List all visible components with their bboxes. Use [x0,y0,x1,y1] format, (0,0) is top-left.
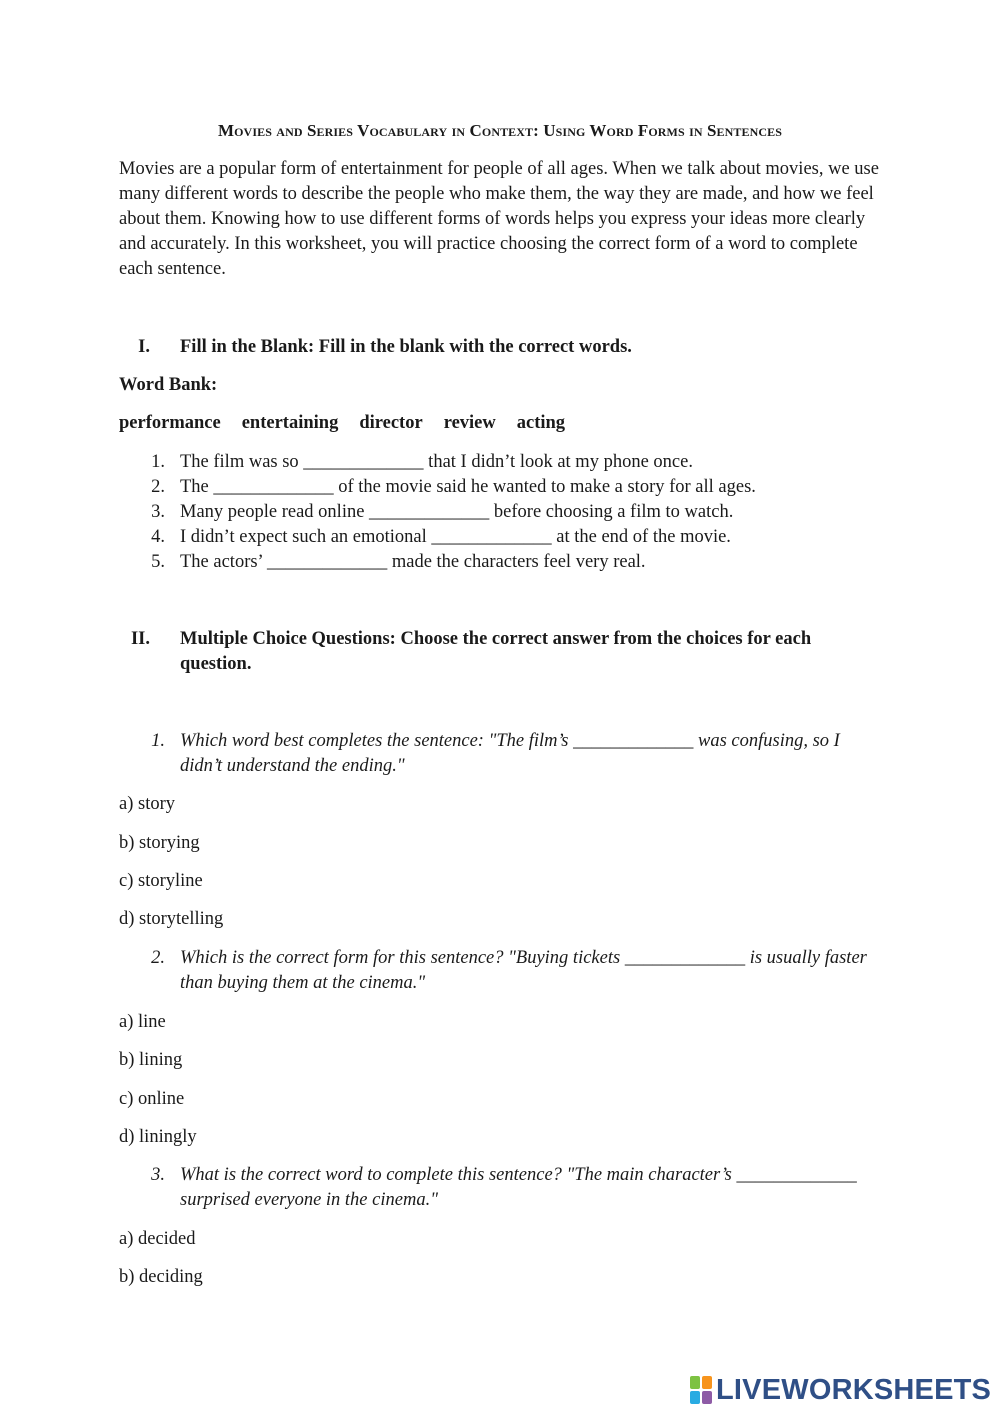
word-bank-item: director [359,413,423,433]
item-text: I didn’t expect such an emotional _____________ at the end of the movie. [180,527,731,547]
question-text: What is the correct word to complete this sentence? "The main character’s _____________ surprised everyone in the cinema." [180,1165,857,1210]
answer-option[interactable]: c) online [119,1089,185,1109]
word-bank-item: performance [119,413,221,433]
item-number: 1. [151,452,165,472]
answer-option[interactable]: c) storyline [119,871,203,891]
section-2-title: Multiple Choice Questions: Choose the correct answer from the choices for each question. [180,629,812,674]
section-1-number: I. [138,337,150,357]
section-2-number: II. [130,629,150,649]
item-text: The actors’ _____________ made the characters feel very real. [180,552,646,572]
answer-option[interactable]: a) story [119,794,175,814]
item-number: 5. [151,552,165,572]
item-text: The _____________ of the movie said he wanted to make a story for all ages. [180,477,756,497]
intro-paragraph: Movies are a popular form of entertainment for people of all ages. When we talk about movies, we use many different words to describe the people who make them, the way they are made, and how we feel about them. Knowing how to use different forms of words helps you express your ideas more clearly and accurately. In this worksheet, you will practice choosing the correct form of a word to complete each sentence. [119,159,879,279]
item-text: The film was so _____________ that I didn’t look at my phone once. [180,452,693,472]
list-item [0,500,1000,525]
word-bank-label: Word Bank: [119,375,218,395]
page-title: Movies and Series Vocabulary in Context: Using Word Forms in Sentences [217,121,783,140]
answer-option[interactable]: d) storytelling [119,909,224,929]
answer-option[interactable]: d) liningly [119,1127,197,1147]
item-text: Many people read online _____________ before choosing a film to watch. [180,502,734,522]
question-number: 1. [151,731,165,751]
question-number: 2. [151,948,165,968]
list-item [0,450,1000,475]
word-bank-item: entertaining [241,413,339,433]
section-1-title: Fill in the Blank: Fill in the blank with the correct words. [180,337,632,357]
item-number: 2. [151,477,165,497]
fill-in-blank-list [0,450,1000,575]
liveworksheets-logo[interactable] [690,1374,991,1406]
answer-option[interactable]: a) line [119,1012,166,1032]
question-number: 3. [151,1165,165,1185]
word-bank-item: acting [516,413,566,433]
list-item [0,475,1000,500]
question-text: Which is the correct form for this sentence? "Buying tickets _____________ is usually faster than buying them at the cinema." [180,948,867,993]
word-bank [119,411,586,436]
item-number: 4. [151,527,165,547]
list-item [0,525,1000,550]
list-item [0,550,1000,575]
item-number: 3. [151,502,165,522]
logo-wordmark: LIVEWORKSHEETS [716,1374,992,1406]
answer-option[interactable]: a) decided [119,1229,196,1249]
answer-option[interactable]: b) deciding [119,1267,203,1287]
answer-option[interactable]: b) storying [119,833,200,853]
liveworksheets-logo-icon [690,1376,712,1404]
answer-option[interactable]: b) lining [119,1050,183,1070]
word-bank-item: review [443,413,496,433]
question-text: Which word best completes the sentence: "The film’s _____________ was confusing, so I didn’t understand the ending." [180,731,840,776]
